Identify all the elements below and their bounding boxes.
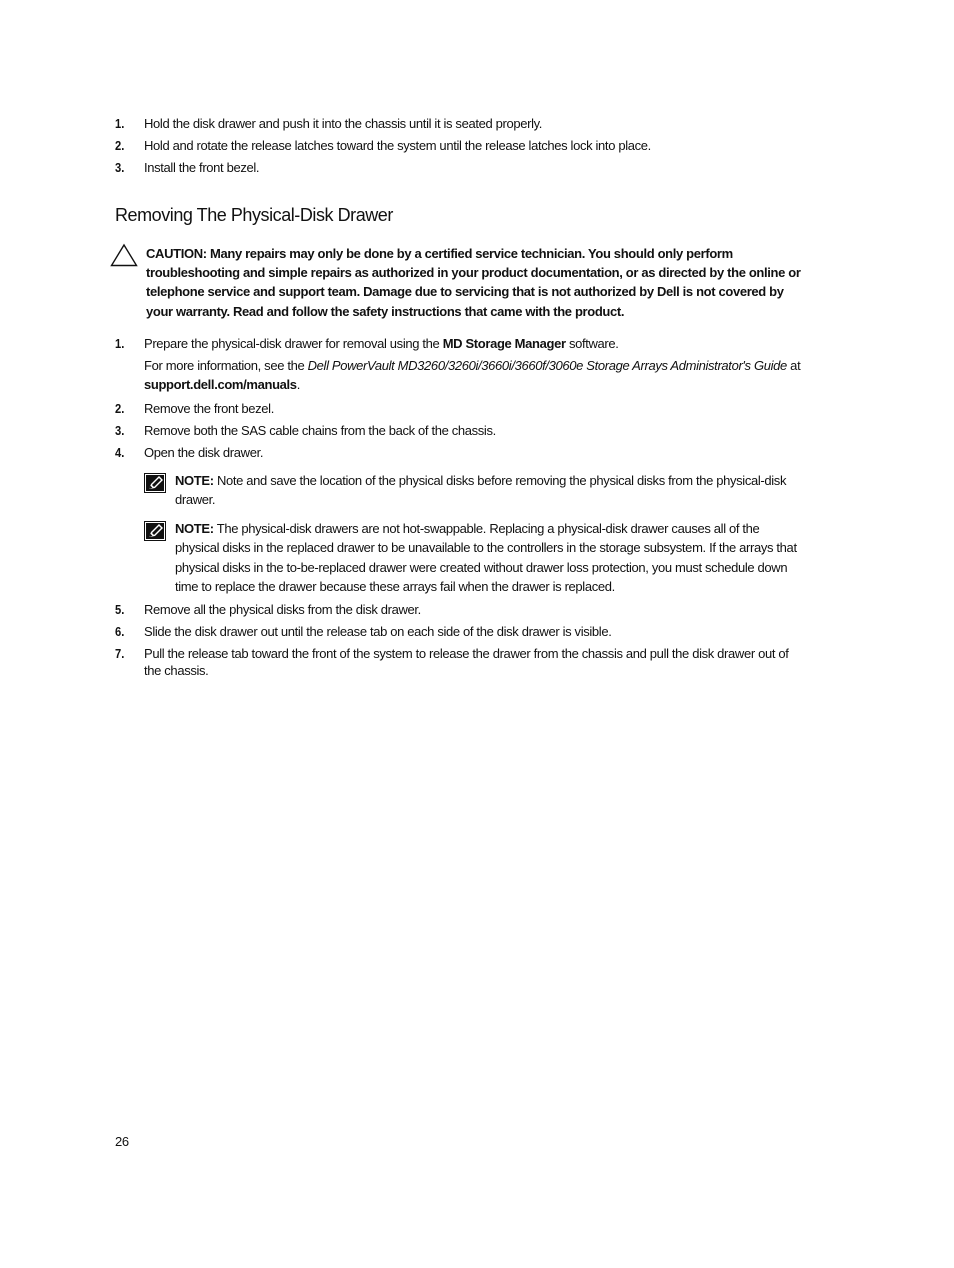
note-body: The physical-disk drawers are not hot-swappable. Replacing a physical-disk drawer causes all of the physical disks in the replaced drawer to be unavailable to the controllers in the storage subsystem. If the arrays that physical disks in the to-be-replaced drawer were created without drawer loss protection, you must schedule down time to replace the drawer because these arrays fail when the drawer is replaced. xyxy=(175,521,797,594)
step-number: 3. xyxy=(115,423,125,438)
note-label: NOTE: xyxy=(175,473,214,488)
step-number: 4. xyxy=(115,445,125,460)
step-text-before: Prepare the physical-disk drawer for removal using the xyxy=(144,336,443,351)
note-text xyxy=(175,519,805,596)
step-text: Remove both the SAS cable chains from the back of the chassis. xyxy=(144,423,496,438)
caution-text: CAUTION: Many repairs may only be done by a certified service technician. You should only perform troubleshooting and simple repairs as authorized in your product documentation, or as directed by the online or telephone service and support team. Damage due to servicing that is not authorized by Dell is not covered by your warranty. Read and follow the safety instructions that came with the product. xyxy=(146,246,801,319)
removal-step-2 xyxy=(115,400,805,417)
note-text xyxy=(175,471,805,510)
removal-step-4 xyxy=(115,444,805,461)
note-pencil-icon xyxy=(144,473,166,493)
step-number: 2. xyxy=(115,138,125,153)
step-text: Hold and rotate the release latches toward the system until the release latches lock into place. xyxy=(144,138,651,153)
caution-triangle-icon xyxy=(110,243,138,267)
step-text: Remove all the physical disks from the disk drawer. xyxy=(144,602,421,617)
administrators-guide-title: Dell PowerVault MD3260/3260i/3660i/3660f/3060e Storage Arrays Administrator's Guide xyxy=(307,358,787,373)
step-number: 2. xyxy=(115,401,125,416)
note-pencil-icon xyxy=(144,521,166,541)
step-number: 5. xyxy=(115,602,125,617)
step-text: Remove the front bezel. xyxy=(144,401,274,416)
step-text: Hold the disk drawer and push it into the chassis until it is seated properly. xyxy=(144,116,543,131)
more-info-suffix: . xyxy=(296,377,300,392)
step-number: 1. xyxy=(115,336,125,351)
step-number: 3. xyxy=(115,160,125,175)
page-number: 26 xyxy=(115,1134,129,1149)
md-storage-manager-label: MD Storage Manager xyxy=(442,336,566,351)
install-step-2 xyxy=(115,137,805,154)
step-text-after: software. xyxy=(565,336,619,351)
step-text xyxy=(144,335,805,352)
step-text: Pull the release tab toward the front of the system to release the drawer from the chassis and pull the disk drawer out of the chassis. xyxy=(144,646,789,678)
removal-step-5 xyxy=(115,601,805,618)
support-url: support.dell.com/manuals xyxy=(144,377,297,392)
removal-step-6 xyxy=(115,623,805,640)
more-info-prefix: For more information, see the xyxy=(144,358,308,373)
step-text: Install the front bezel. xyxy=(144,160,260,175)
removal-step-1 xyxy=(115,335,805,352)
more-info-paragraph xyxy=(144,356,804,394)
more-info-at: at xyxy=(786,358,801,373)
note-body: Note and save the location of the physical disks before removing the physical disks from the physical-disk drawer. xyxy=(175,473,787,508)
section-heading: Removing The Physical-Disk Drawer xyxy=(115,205,393,225)
step-number: 7. xyxy=(115,646,125,661)
step-text: Slide the disk drawer out until the release tab on each side of the disk drawer is visible. xyxy=(144,624,612,639)
install-step-1 xyxy=(115,115,805,132)
removal-step-7 xyxy=(115,645,805,679)
removal-step-3 xyxy=(115,422,805,439)
step-number: 1. xyxy=(115,116,125,131)
install-step-3 xyxy=(115,159,805,176)
note-label: NOTE: xyxy=(175,521,214,536)
step-number: 6. xyxy=(115,624,125,639)
step-text: Open the disk drawer. xyxy=(144,445,264,460)
